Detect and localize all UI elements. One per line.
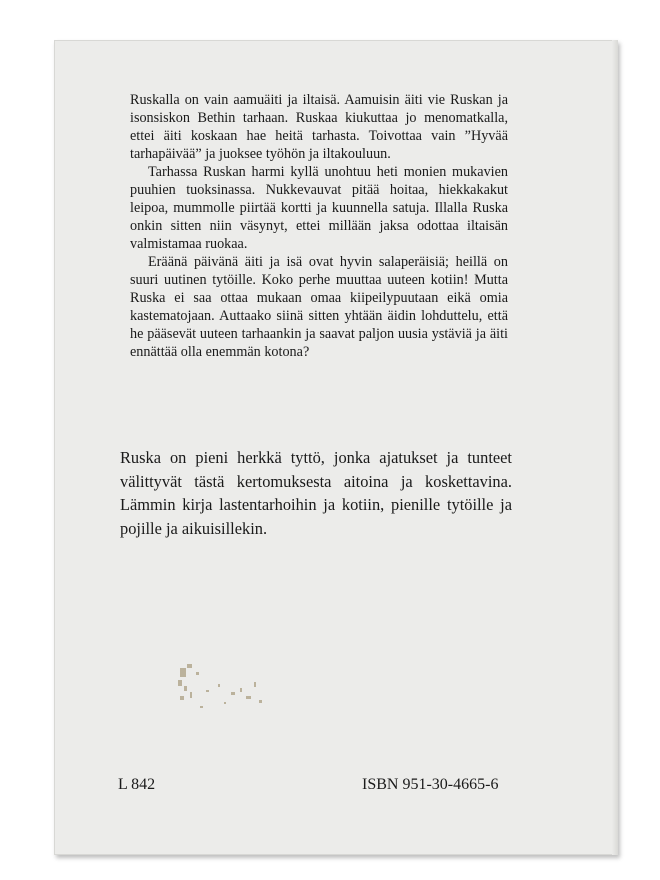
catalog-code: L 842 — [118, 776, 156, 793]
summary-text — [120, 446, 512, 540]
blurb-paragraph-3: Eräänä päivänä äiti ja isä ovat hyvin salaperäisiä; heillä on suuri uutinen tytöille. Koko perhe muuttaa uuteen kotiin! Mutta Ruska ei saa ottaa mukaan omaa kiipeilypuutaan eikä omia kastematojaan. Auttaako siinä sitten yhtään äidin lohduttelu, että he pääsevät uuteen tarhaankin ja saavat paljon uusia ystäviä ja äiti ennättää olla enemmän kotona? — [130, 254, 508, 360]
stain-mark — [176, 662, 266, 722]
blurb-paragraph-1: Ruskalla on vain aamuäiti ja iltaisä. Aamuisin äiti vie Ruskan ja isonsiskon Bethin tarhaan. Ruskaa kiukuttaa jo menomatkalla, ettei äiti koskaan hae heitä tarhasta. Toivottaa vain ”Hyvää tarhapäivää” ja juoksee työhön ja iltakouluun. — [130, 92, 508, 162]
summary-paragraph: Ruska on pieni herkkä tyttö, jonka ajatukset ja tunteet välittyvät tästä kertomuksesta aitoina ja koskettavina. Lämmin kirja lastentarhoihin ja kotiin, pienille tytöille ja pojille ja aikuisillekin. — [120, 448, 512, 538]
isbn-number: ISBN 951-30-4665-6 — [362, 776, 499, 793]
blurb-text — [130, 91, 508, 361]
blurb-paragraph-2: Tarhassa Ruskan harmi kyllä unohtuu heti monien mukavien puuhien tuoksinassa. Nukkevauvat pitää hoitaa, hiekkakakut leipoa, mummolle piirtää kortti ja kuunnella satuja. Illalla Ruska onkin sitten niin väsynyt, ettei millään jaksa odottaa iltaisän valmistamaa ruokaa. — [130, 164, 508, 252]
